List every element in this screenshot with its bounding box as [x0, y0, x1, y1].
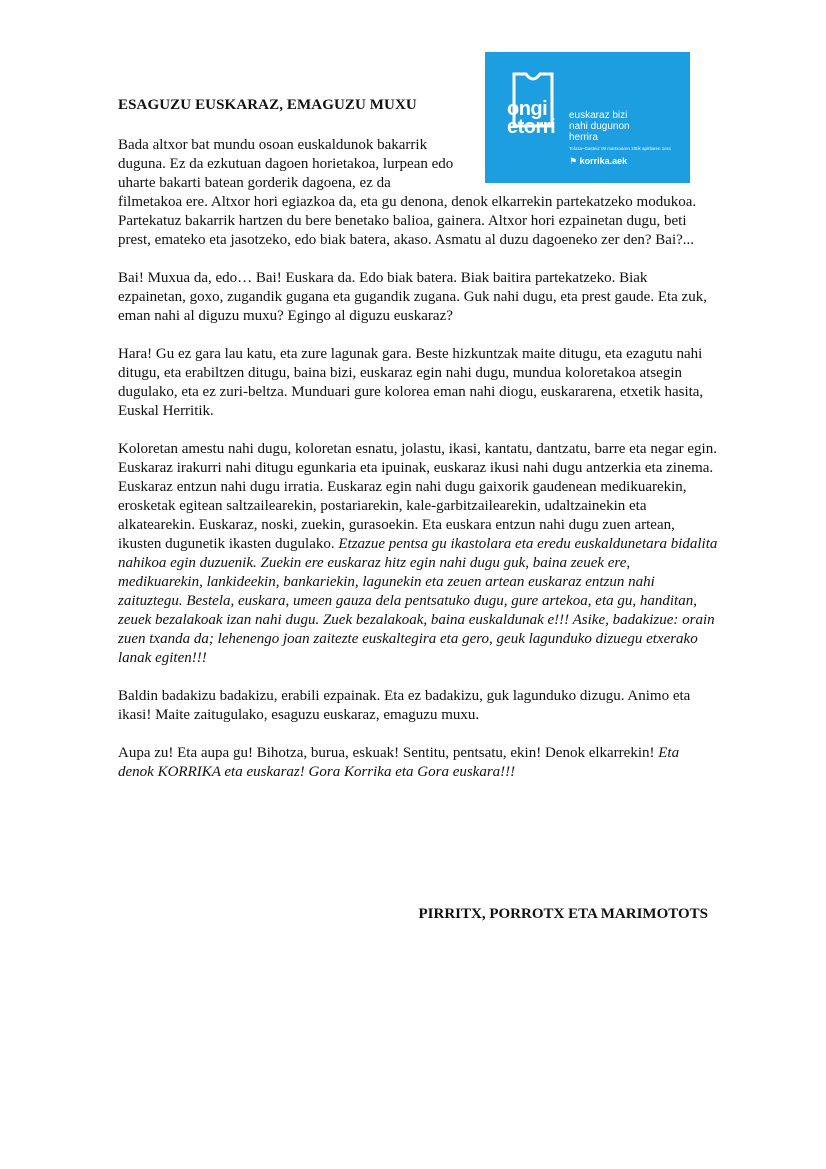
paragraph-4-italic: Etzazue pentsa gu ikastolara eta eredu euskaldunetara bidalita nahikoa egin duzuenik. Zuekin ere euskaraz hitz egin nahi dugu guk, baina zeuek ere, medikuarekin, lankideekin, bankariekin, lagunekin eta zeuen artean euskaraz entzun nahi zaituztegu. Bestela, euskara, umeen gauza dela pentsatuko dugu, gure artekoa, eta gu, handitan, zeuek bezalakoak izan nahi dugu. Zuek bezalakoak, baina euskaldunak e!!! Asike, badakizue: orain zuen txanda da; lehenengo joan zaitezte euskaltegira eta gero, geuk lagunduko dizuegu etxerako lanak egiten!!! — [118, 536, 718, 666]
signature: PIRRITX, PORROTX ETA MARIMOTOTS — [418, 906, 708, 922]
paragraph-6 — [118, 744, 718, 782]
logo-wordmark: ongi etorri — [507, 98, 556, 138]
page-title: ESAGUZU EUSKARAZ, EMAGUZU MUXU — [118, 97, 417, 113]
intro-second-text: Partekatuz bakarrik hartzen du bere benetako balioa, gainera. Altxor hori ezpainetan dugu, beti prest, emateko eta jasotzeko, edo biak batera, akaso. Asmatu al duzu dagoeneko zer den? Bai?... — [118, 213, 695, 248]
logo-dates: Tolosa–Gasteiz 09 martxoaren 20tik apirilaren 1era — [569, 146, 671, 151]
paragraph-3: Hara! Gu ez gara lau katu, eta zure lagunak gara. Beste hizkuntzak maite ditugu, eta ezagutu nahi ditugu, eta erabiltzen ditugu, baina bizi, euskaraz egin nahi dugu, mundua koloretakoa atsegin dugulako, eta ez zuri-beltza. Munduari gure kolorea eman nahi diogu, euskararena, etxetik hasita, Euskal Herritik. — [118, 346, 704, 419]
paragraph-6-italic: Eta denok KORRIKA eta euskaraz! Gora Korrika eta Gora euskara!!! — [118, 745, 680, 780]
intro-wrapped-text: Bada altxor bat mundu osoan euskaldunok bakarrik duguna. Ez da ezkutuan dagoen horietakoa, lurpean edo uharte bakarti batean gorderik dagoena, ez da — [118, 137, 454, 191]
paragraph-5: Baldin badakizu badakizu, erabili ezpainak. Eta ez badakizu, guk lagunduko dizugu. Animo eta ikasi! Maite zaitugulako, esaguzu euskaraz, emaguzu muxu. — [118, 688, 691, 723]
intro-section — [118, 136, 718, 801]
korrika-brand: ⚑ korrika.aek — [569, 156, 628, 166]
paragraph-4 — [118, 440, 718, 668]
paragraph-6-normal: Aupa zu! Eta aupa gu! Bihotza, burua, eskuak! Sentitu, pentsatu, ekin! Denok elkarrekin! — [118, 745, 659, 761]
paragraph-4-normal: Koloretan amestu nahi dugu, koloretan esnatu, jolastu, ikasi, kantatu, dantzatu, barre eta negar egin. Euskaraz irakurri nahi ditugu egunkaria eta ipuinak, euskaraz ikusi nahi dugu antzerkia eta zinema. Euskaraz entzun nahi dugu irratia. Euskaraz egin nahi dugu gaixorik gaudenean medikuarekin, erosketak egitean saltzailearekin, postariarekin, kale-garbitzailearekin, udaltzainekin eta alkatearekin. Euskaraz, noski, zuekin, gurasoekin. Eta euskara entzun nahi dugu zuen artean, ikusten dugunetik ikasten dugulako. — [118, 441, 717, 552]
intro-rest-text: filmetakoa ere. Altxor hori egiazkoa da, eta gu denona, denok elkarrekin partekatzeko modukoa. — [118, 194, 697, 210]
paragraph-2: Bai! Muxua da, edo… Bai! Euskara da. Edo biak batera. Biak baitira partekatzeko. Biak ezpainetan, goxo, zugandik gugana eta gugandik zugana. Guk nahi dugu, eta prest gaude. Eta zuk, eman nahi al diguzu muxu? Egingo al diguzu euskaraz? — [118, 270, 707, 324]
logo-tagline: euskaraz bizi nahi dugunon herrira — [569, 110, 630, 143]
korrika-logo-icon: ⚑ — [569, 156, 578, 166]
